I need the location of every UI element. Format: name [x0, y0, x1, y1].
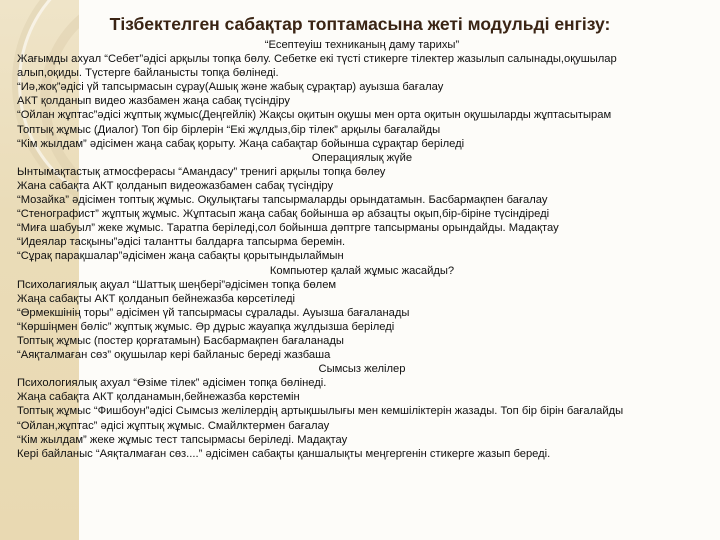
text-line: “Кім жылдам” жеке жұмыс тест тапсырмасы беріледі. Мадақтау	[17, 433, 348, 446]
text-line: Жаңа сабақты АКТ қолданып бейнежазба көрсетіледі	[17, 292, 295, 305]
section-heading: Сымсыз желілер	[318, 363, 406, 376]
slide-content	[17, 38, 707, 461]
text-line: АКТ қолданып видео жазбамен жаңа сабақ түсіндіру	[17, 95, 290, 108]
text-line: Психолагиялық ақуал “Шаттық шеңбері”әдісімен топқа бөлем	[17, 278, 337, 291]
text-line: “Ойлан жұптас”әдісі жұптық жұмыс(Деңгейлік) Жақсы оқитын оқушы мен орта оқитын оқушыларды жұптасытырам	[17, 109, 612, 122]
text-line: Топтық жұмыс (постер қорғатамын) Басбармақпен бағаланады	[17, 334, 344, 347]
section-heading: “Есептеуіш техниканың даму тарихы”	[264, 39, 460, 51]
text-line: “Идеялар тасқыны”әдісі талантты балдарға тапсырма беремін.	[17, 236, 346, 249]
text-line: Жағымды ахуал “Себет”әдісі арқылы топқа бөлу. Себетке екі түсті стикерге тілектер жазылып салынады,оқушылар	[17, 53, 617, 66]
text-line: “Иә,жоқ”әдісі үй тапсырмасын сұрау(Ашық және жабық сұрақтар) ауызша бағалау	[17, 81, 444, 94]
text-line: “Көршіңмен бөліс” жұптық жұмыс. Әр дұрыс жауапқа жұлдызша беріледі	[17, 320, 395, 333]
section-heading: Операциялық жүйе	[311, 151, 413, 164]
text-line: “Ойлан,жұптас” әдісі жұптық жұмыс. Смайлктермен бағалау	[17, 419, 330, 432]
text-line: “Мозайка” әдісімен топтық жұмыс. Оқулықтағы тапсырмаларды орындатамын. Басбармақпен бағалау	[17, 194, 548, 207]
text-line: “Стенографист” жұптық жұмыс. Жұптасып жаңа сабақ бойынша әр абзацты оқып,бір-біріне түсіндіреді	[17, 208, 550, 221]
text-line: Топтық жұмыс “Фишбоун”әдісі Сымсыз желілердің артықшылығы мен кемшіліктерін жазады. Топ бір бірін бағалайды	[17, 405, 624, 418]
section-heading: Компьютер қалай жұмыс жасайды?	[269, 264, 455, 277]
text-line: Жана сабақта АКТ қолданып видеожазбамен сабақ түсіндіру	[17, 179, 334, 192]
text-line: “Сұрақ парақшалар”әдісімен жаңа сабақты қорытындылаймын	[17, 250, 344, 263]
text-line: “Өрмекшінің торы” әдісімен үй тапсырмасы сұралады. Ауызша бағаланады	[17, 306, 410, 319]
text-line: Жаңа сабақта АКТ қолданамын,бейнежазба көрстемін	[17, 391, 300, 404]
text-line: Топтық жұмыс (Диалог) Топ бір бірлерін “Екі жұлдыз,бір тілек” арқылы бағалайды	[17, 123, 441, 136]
slide-title: Тізбектелген сабақтар топтамасына жеті модульді енгізу:	[109, 14, 611, 34]
text-line: Психологиялық ахуал “Өзіме тілек” әдісімен топқа бөлінеді.	[17, 377, 327, 390]
text-line: Кері байланыс “Аяқталмаған сөз....” әдісімен сабақты қаншалықты меңгергенін стикерге жазып береді.	[17, 447, 551, 460]
text-line: Ынтымақтастық атмосферасы “Амандасу” тренигі арқылы топқа бөлеу	[17, 165, 386, 178]
text-line: алып,оқиды. Түстерге байланысты топқа бөлінеді.	[17, 67, 279, 80]
text-line: “Аяқталмаған сөз” оқушылар кері байланыс береді жазбаша	[17, 349, 331, 362]
text-line: “Кім жылдам” әдісімен жаңа сабақ қорыту. Жаңа сабақтар бойынша сұрақтар беріледі	[17, 137, 465, 150]
text-line: “Миға шабуыл” жеке жұмыс. Таратпа беріледі,сол бойынша дәптрге тапсырманы орындайды. Мадақтау	[17, 222, 559, 235]
